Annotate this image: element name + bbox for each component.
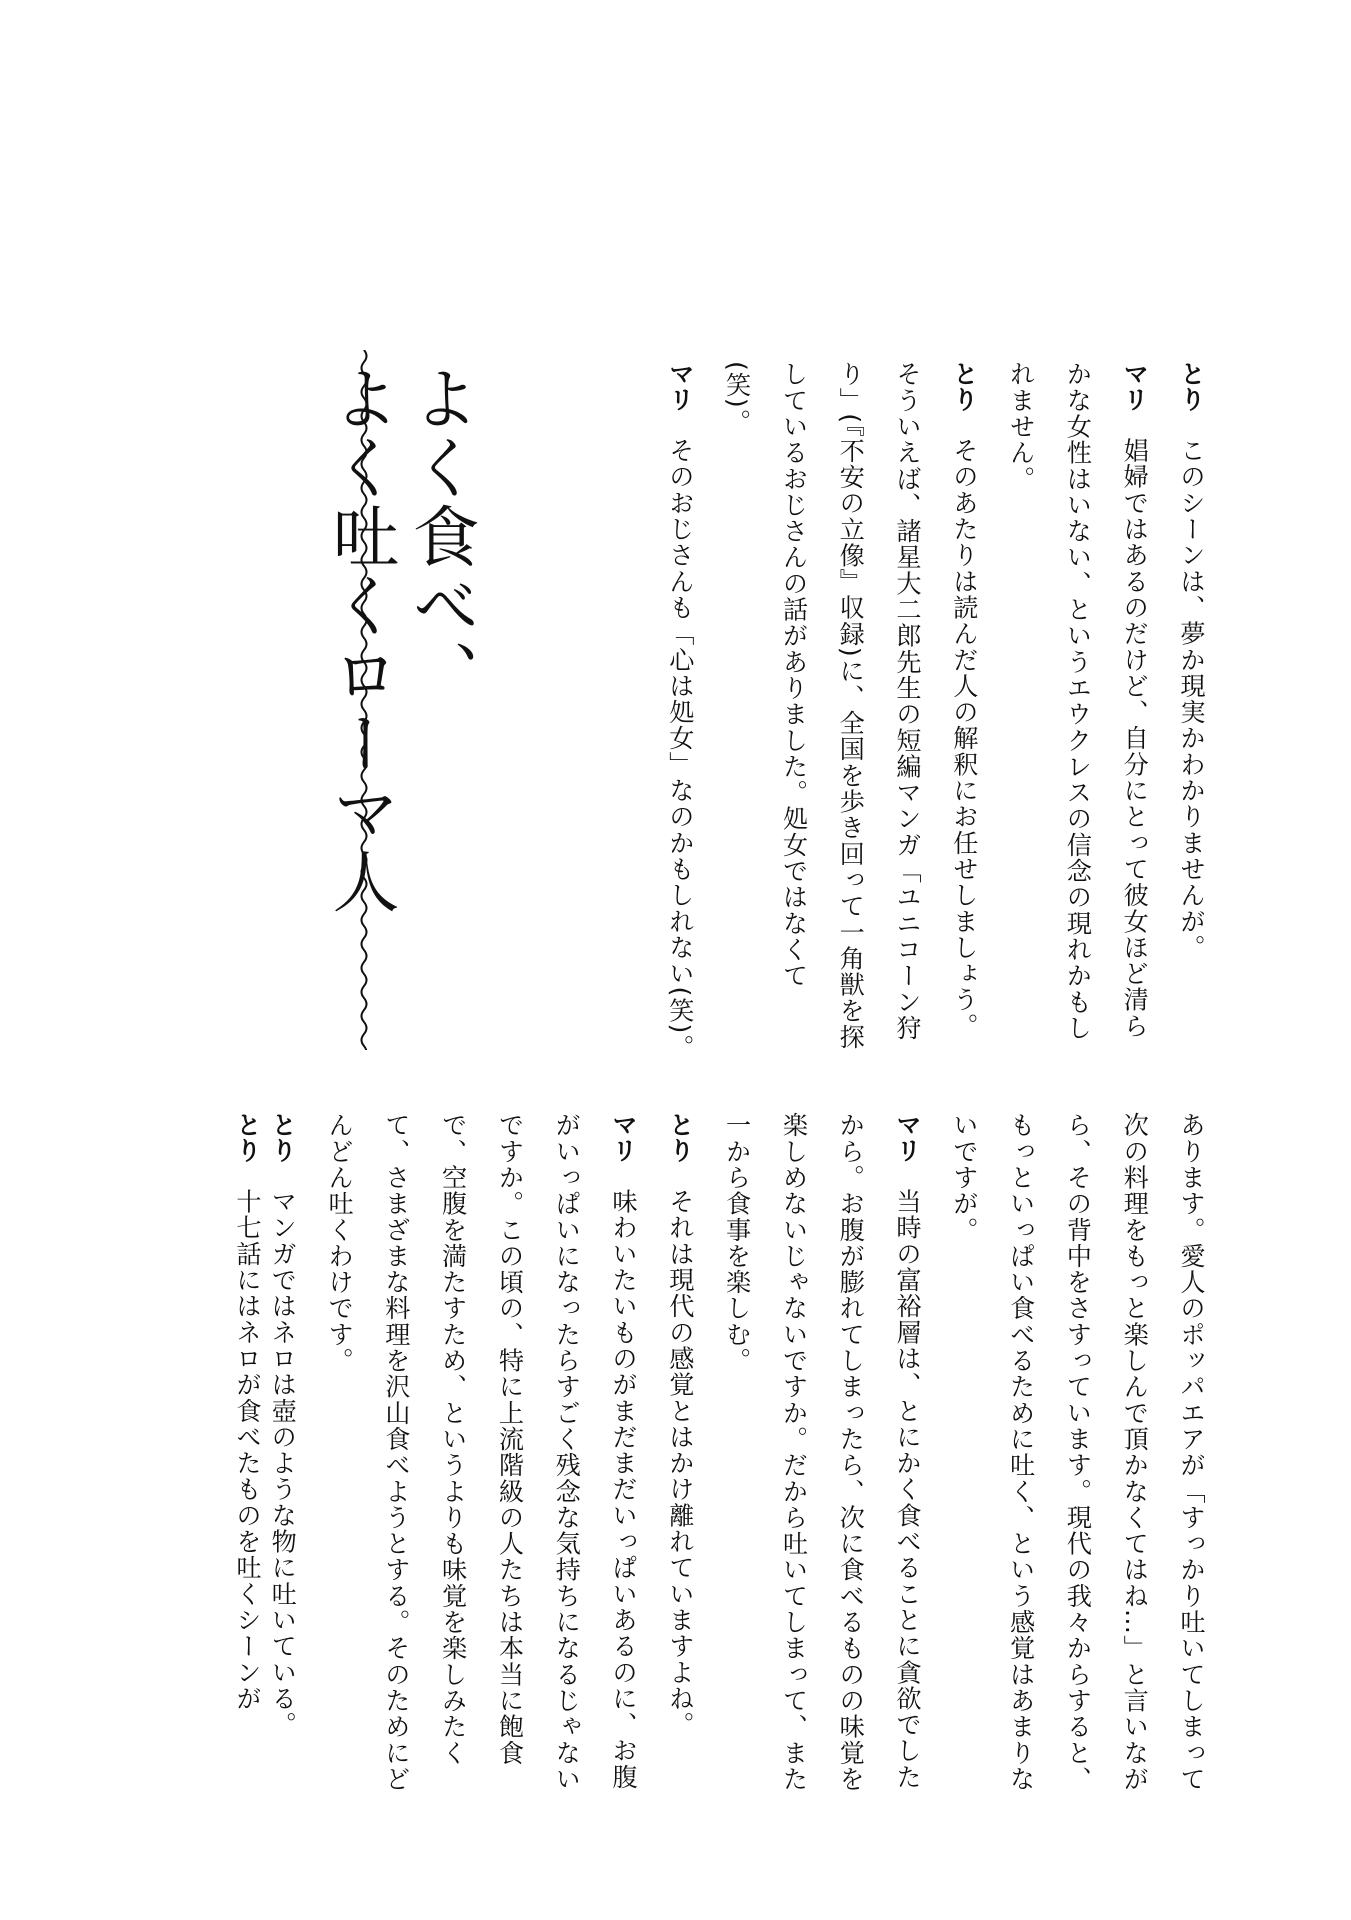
- dialogue-text: あります。愛人のポッパエアが「すっかり吐いてしまって次の料理をもっと楽しんで頂かなくてはね…」と言いながら、その背中をさすっています。現代の我々からすると、もっといっぱい食べるために吐く、という感覚はあまりないですが。: [949, 1112, 1206, 1792]
- dialogue-text: このシーンは、夢か現実かわかりませんが。: [1177, 437, 1206, 961]
- speaker-label: とり: [268, 1112, 298, 1163]
- dialogue-text: そのあたりは読んだ人の解釈にお任せしましょう。そういえば、諸星大二郎先生の短編マンガ「ユニコーン狩り」(『不安の立像』収録)に、全国を歩き回って一角獣を探しているおじさんの話がありました。処女ではなくて(笑)。: [722, 361, 979, 1050]
- dialogue-text: マンガではネロは壺のような物に吐いている。: [268, 1188, 298, 1738]
- upper-dialogue-block: [651, 361, 1219, 1061]
- wavy-rule: [355, 350, 373, 1050]
- dialogue-paragraph: [992, 361, 1162, 1061]
- speaker-label: とり: [1177, 361, 1206, 412]
- heading-line-2: よく吐くローマ人: [322, 364, 400, 916]
- dialogue-text: 十七話にはネロが食べたものを吐くシーンが: [233, 1188, 262, 1712]
- speaker-label: マリ: [893, 1112, 923, 1163]
- dialogue-paragraph-continued: [935, 1112, 1219, 1812]
- speaker-label: マリ: [1120, 361, 1150, 412]
- heading-line-1: よく食べ、: [402, 364, 480, 709]
- dialogue-text: そのおじさんも「心は処女」なのかもしれない(笑)。: [665, 437, 695, 1061]
- speaker-label: とり: [665, 1112, 695, 1163]
- section-heading: [321, 364, 481, 916]
- speaker-label: マリ: [665, 361, 695, 412]
- dialogue-paragraph: [253, 1112, 310, 1812]
- dialogue-paragraph: [651, 1112, 708, 1812]
- dialogue-paragraph: [1162, 361, 1219, 1061]
- speaker-label: マリ: [609, 1112, 639, 1163]
- dialogue-text: 娼婦ではあるのだけど、自分にとって彼女ほど清らかな女性はいない、というエウクレスの信念の現れかもしれません。: [1006, 361, 1150, 1041]
- dialogue-paragraph: [708, 361, 992, 1061]
- dialogue-paragraph: [651, 361, 708, 1061]
- section-heading-group: [322, 340, 499, 1060]
- dialogue-text: それは現代の感覚とはかけ離れていますよね。: [665, 1188, 695, 1738]
- lower-dialogue-block: [253, 1112, 1219, 1812]
- speaker-label: とり: [949, 361, 979, 412]
- dialogue-text: 味わいたいものがまだまだいっぱいあるのに、お腹がいっぱいになったらすごく残念な気持ちになるじゃないですか。この頃の、特に上流階級の人たちは本当に飽食で、空腹を満たすため、というよりも味覚を楽しみたくて、さまざまな料理を沢山食べようとする。そのためにどんどん吐くわけです。: [325, 1112, 639, 1792]
- dialogue-paragraph: [708, 1112, 935, 1812]
- dialogue-text: 当時の富裕層は、とにかく食べることに貪欲でしたから。お腹が膨れてしまったら、次に食べるものの味覚を楽しめないじゃないですか。だから吐いてしまって、また一から食事を楽しむ。: [722, 1112, 923, 1792]
- speaker-label: とり: [233, 1112, 262, 1163]
- dialogue-paragraph: [310, 1112, 651, 1812]
